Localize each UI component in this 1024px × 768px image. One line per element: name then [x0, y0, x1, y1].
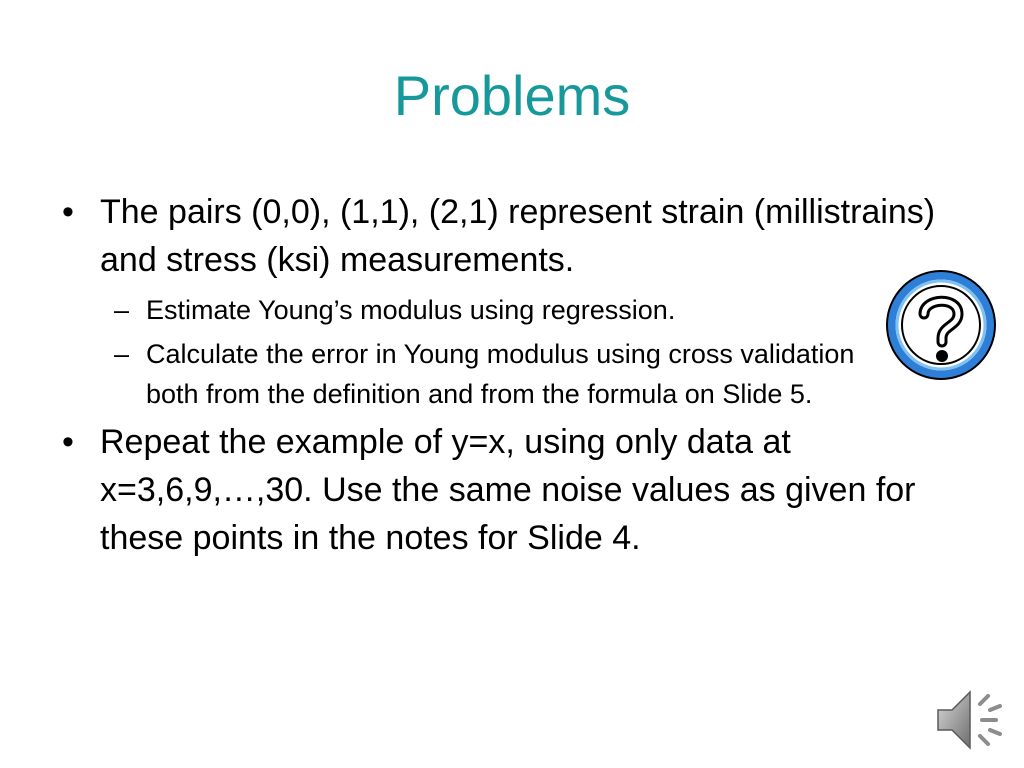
slide-content	[60, 188, 940, 568]
bullet-text-2: Repeat the example of y=x, using only data at x=3,6,9,…,30. Use the same noise values as given for these points in the notes for Slide 4.	[100, 423, 916, 557]
dash-glyph: –	[114, 339, 130, 369]
dash-glyph: –	[114, 295, 130, 325]
slide-title: Problems	[393, 64, 631, 127]
sub-item-text-2: Calculate the error in Young modulus using cross validation both from the definition and from the formula on Slide 5.	[146, 339, 855, 409]
speaker-icon[interactable]	[930, 680, 1010, 760]
question-mark-icon[interactable]	[886, 270, 996, 380]
sub-item-1	[60, 290, 906, 330]
sub-item-2	[60, 334, 906, 414]
bullet-glyph: •	[62, 193, 74, 231]
bullet-item-1	[60, 188, 940, 284]
sub-item-text-1: Estimate Young’s modulus using regression.	[146, 295, 676, 325]
bullet-glyph: •	[62, 423, 74, 461]
bullet-text-1: The pairs (0,0), (1,1), (2,1) represent strain (millistrains) and stress (ksi) measurements.	[100, 193, 936, 279]
bullet-item-2	[60, 418, 940, 562]
